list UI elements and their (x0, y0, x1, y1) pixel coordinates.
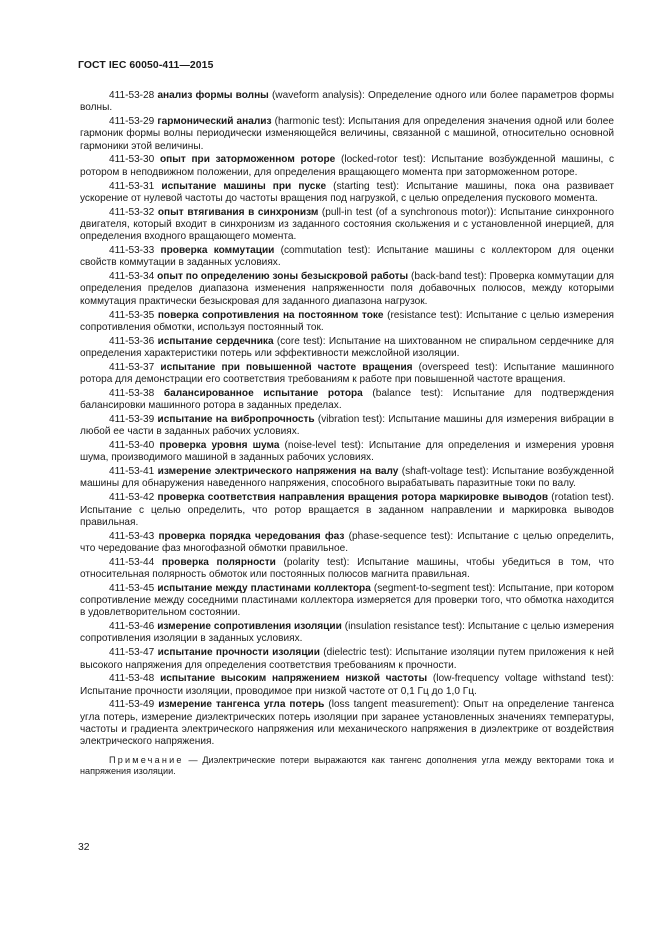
term-english: (locked-rotor test): (335, 154, 426, 166)
term-name: гармонический анализ (157, 116, 272, 128)
term-entry (80, 207, 614, 244)
term-number: 411-53-29 (109, 116, 155, 128)
term-name: проверка порядка чередования фаз (158, 530, 345, 542)
term-name: испытание высоким напряжением низкой частоты (160, 673, 428, 685)
term-definition: Испытание с целью определить, что чередование фаз многофазной обмотки правильное. (80, 530, 615, 554)
term-number: 411-53-35 (109, 309, 155, 321)
term-name: испытание при повышенной частоте вращения (160, 361, 413, 373)
term-english: (segment-to-segment test): (370, 582, 496, 594)
term-number: 411-53-38 (109, 387, 155, 399)
term-name: измерение электрического напряжения на валу (157, 466, 399, 478)
term-number: 411-53-37 (109, 361, 155, 373)
term-definition: Испытание, при котором сопротивление между соседними пластинами коллектора измеряется для проверки того, что обмотка находится в удовлетворительном состоянии. (80, 582, 614, 619)
term-definition: Испытание прочности изоляции, проводимое при низкой частоте от 0,1 Гц до 1,0 Гц. (80, 685, 477, 697)
term-definition: Испытание возбужденной машины для обнаружения наведенного напряжения, способного вырабатывать паразитные токи по валу. (80, 466, 614, 490)
term-number: 411-53-30 (109, 154, 155, 166)
term-english: (balance test): (362, 387, 444, 399)
terms-list (80, 90, 614, 787)
term-name: проверка полярности (161, 556, 276, 568)
term-definition: Испытание машины, пока она развивает ускорение от нулевой частоты до частоты вращения под нагрузкой, с целью определения пускового момента. (80, 180, 614, 204)
term-definition: Испытание машины с коллектором для оценки свойств коммутации в заданных условиях. (80, 245, 614, 269)
term-english: (harmonic test): (271, 116, 346, 128)
term-entry (80, 245, 614, 270)
term-english: (polarity test): (275, 556, 350, 568)
term-number: 411-53-33 (109, 245, 155, 257)
term-name: испытание на вибропрочность (157, 413, 315, 425)
term-english: (back-band test): (408, 271, 487, 283)
page-number: 32 (78, 842, 90, 853)
term-definition: Испытание для определения и измерения уровня шума, производимого машиной в заданных рабочих условиях. (80, 440, 614, 464)
term-english: (overspeed test): (412, 361, 498, 373)
term-definition: Определение одного или более параметров формы волны. (80, 90, 615, 114)
term-name: проверка коммутации (160, 245, 275, 257)
term-definition: Испытания для определения значения одной или более гармоник формы волны периодически изменяющейся величины, связанной с машиной, относительно основной гармоники этой величины. (80, 116, 615, 152)
term-entry (80, 154, 614, 179)
term-number: 411-53-28 (109, 90, 155, 101)
term-english: (commutation test): (274, 245, 371, 257)
term-entry (80, 531, 614, 556)
term-number: 411-53-41 (109, 466, 155, 478)
term-number: 411-53-43 (109, 530, 155, 542)
term-name: испытание машины при пуске (161, 180, 327, 192)
term-entry (80, 466, 614, 491)
term-definition: Испытание машинного ротора для демонстрации его соответствия требованиям к работе при повышенной частоте вращения. (80, 361, 614, 386)
term-name: испытание прочности изоляции (157, 647, 320, 659)
term-definition: Проверка коммутации для определения пределов диапазона изменения напряженности поля добавочных полюсов, между которыми коммутация практически безыскровая для заданного диапазона нагрузок. (80, 271, 614, 307)
term-name: испытание сердечника (157, 335, 274, 347)
term-number: 411-53-45 (109, 582, 155, 594)
term-number: 411-53-47 (109, 647, 155, 659)
term-english: (rotation test). (548, 492, 614, 504)
term-number: 411-53-46 (109, 621, 155, 633)
term-definition: Испытание для подтверждения балансировки машинного ротора в заданных пределах. (80, 387, 614, 412)
term-name: проверка соответствия направления вращения ротора маркировке выводов (157, 492, 549, 504)
term-entry (80, 388, 614, 413)
term-definition: Испытание с целью измерения сопротивления обмотки, используя постоянный ток. (80, 309, 614, 333)
term-name: измерение сопротивления изоляции (157, 621, 342, 633)
term-definition: Испытание с целью измерения сопротивления изоляции в заданных условиях. (80, 621, 614, 645)
standard-header: ГОСТ IEC 60050-411—2015 (78, 60, 214, 71)
term-number: 411-53-39 (109, 413, 155, 425)
term-english: (resistance test): (383, 309, 463, 321)
term-number: 411-53-42 (109, 492, 155, 504)
term-entry (80, 673, 614, 698)
term-name: балансированное испытание ротора (163, 387, 363, 399)
term-entry (80, 492, 614, 529)
term-name: измерение тангенса угла потерь (158, 699, 325, 711)
term-name: опыт по определению зоны безыскровой работы (157, 271, 409, 283)
term-definition: Испытание на шихтованном не спиральном сердечнике для определения характеристики потерь или эффективности межслойной изоляции. (80, 335, 614, 359)
term-name: опыт при заторможенном роторе (159, 154, 336, 166)
note-paragraph (80, 755, 614, 778)
term-number: 411-53-48 (109, 673, 155, 685)
term-number: 411-53-34 (109, 271, 155, 283)
term-entry (80, 116, 614, 153)
term-entry (80, 583, 614, 620)
term-entry (80, 271, 614, 308)
term-name: опыт втягивания в синхронизм (157, 206, 319, 218)
term-english: (shaft-voltage test): (398, 466, 489, 478)
term-number: 411-53-32 (109, 206, 155, 218)
term-definition: Испытание синхронного двигателя, который входит в синхронизм из заданного состояния скольжения и с установленной инерцией, для определения входного вращающего момента. (80, 206, 615, 243)
term-entry (80, 336, 614, 361)
term-number: 411-53-44 (109, 556, 155, 568)
term-number: 411-53-31 (109, 180, 155, 192)
term-entry (80, 90, 614, 115)
term-english: (phase-sequence test): (344, 530, 454, 542)
note-text: — Диэлектрические потери выражаются как тангенс дополнения угла между векторами тока и напряжения изоляции. (80, 754, 614, 777)
term-entry (80, 699, 614, 748)
term-name: анализ формы волны (157, 90, 269, 101)
term-definition: Испытание с целью определить, что ротор вращается в заданном направлении и маркировка выводов правильная. (80, 504, 614, 528)
term-english: (loss tangent measurement): (324, 699, 460, 711)
term-number: 411-53-49 (109, 699, 155, 711)
term-english: (core test): (273, 335, 326, 347)
term-definition: Испытание возбужденной машины, с ротором в неподвижном положении, для определения вращающего момента при заторможенном роторе. (80, 154, 614, 178)
note-label: Примечание (109, 754, 184, 765)
term-definition: Опыт на определение тангенса угла потерь, измерение диэлектрических потерь изоляции при заранее установленных значениях температуры, частоты и градиента электрического напряжения или механического напряжения в диэлектрике от воздействия электрического напряжения. (80, 699, 615, 748)
term-number: 411-53-36 (109, 335, 155, 347)
term-definition: Испытание изоляции путем приложения к ней высокого напряжения для определения соответствия требованиям к прочности. (80, 647, 614, 671)
term-english: (waveform analysis): (268, 90, 365, 101)
term-entry (80, 557, 614, 582)
term-entry (80, 414, 614, 439)
term-entry (80, 362, 614, 387)
term-name: поверка сопротивления на постоянном токе (157, 309, 384, 321)
term-definition: Испытание машины, чтобы убедиться в том, что относительная полярность обмоток или постоянных полюсов магнита правильная. (80, 556, 614, 580)
term-entry (80, 647, 614, 672)
term-entry (80, 440, 614, 465)
term-entry (80, 310, 614, 335)
term-name: испытание между пластинами коллектора (157, 582, 371, 594)
term-english: (low-frequency voltage withstand test): (427, 673, 615, 685)
term-english: (pull-in test (of a synchronous motor)): (318, 206, 497, 218)
term-definition: Испытание машины для измерения вибрации в любой ее части в заданных рабочих условиях. (80, 413, 615, 438)
term-english: (insulation resistance test): (341, 621, 465, 633)
term-number: 411-53-40 (109, 440, 155, 452)
term-english: (vibration test): (314, 413, 386, 425)
term-english: (starting test): (326, 180, 400, 192)
term-entry (80, 621, 614, 646)
term-english: (dielectric test): (319, 647, 393, 659)
term-english: (noise-level test): (279, 440, 364, 452)
term-entry (80, 181, 614, 206)
term-name: проверка уровня шума (159, 440, 280, 452)
